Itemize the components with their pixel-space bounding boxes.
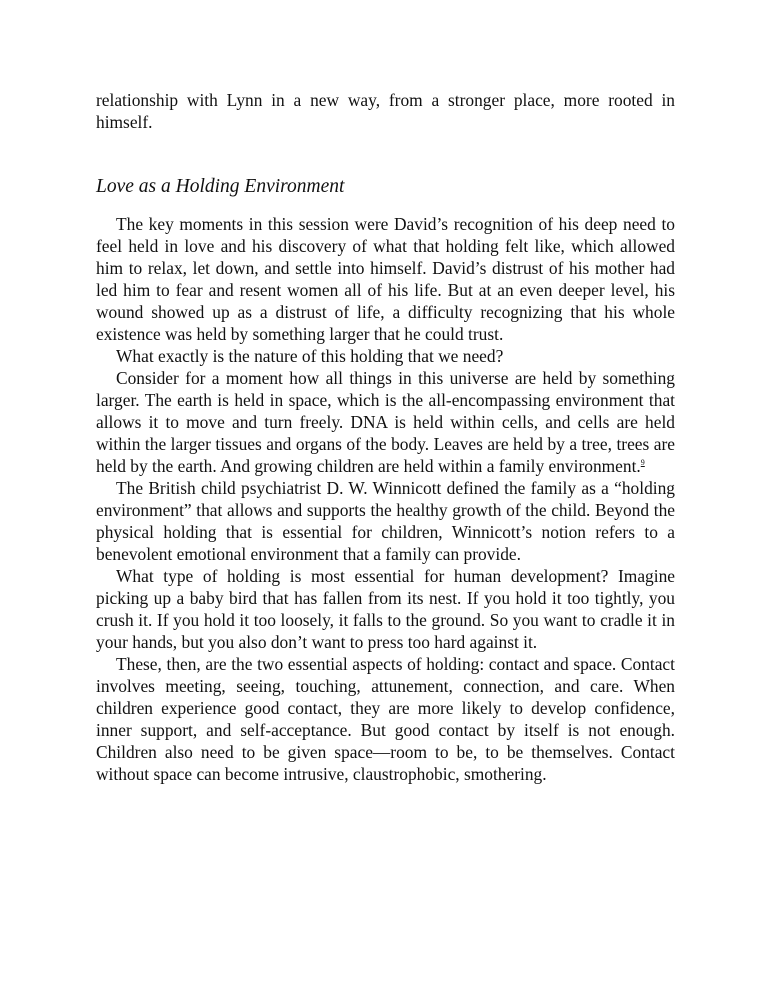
body-paragraph-2: What exactly is the nature of this holding that we need?	[116, 346, 504, 366]
book-page	[96, 89, 675, 785]
body-paragraph-5: What type of holding is most essential for human development? Imagine picking up a baby bird that has fallen from its nest. If you hold it too tightly, you crush it. If you hold it too loosely, it falls to the ground. So you want to cradle it in your hands, but you also don’t want to press too hard against it.	[96, 566, 675, 652]
body-paragraph-3-text: Consider for a moment how all things in this universe are held by something larger. The earth is held in space, which is the all-encompassing environment that allows it to move and turn freely. DNA is held within cells, and cells are held within the larger tissues and organs of the body. Leaves are held by a tree, trees are held by the earth. And growing children are held within a family environment.	[96, 368, 675, 476]
body-paragraph-4: The British child psychiatrist D. W. Winnicott defined the family as a “holding environment” that allows and supports the healthy growth of the child. Beyond the physical holding that is essential for children, Winnicott’s notion refers to a benevolent emotional environment that a family can provide.	[96, 478, 675, 564]
body-paragraph-1: The key moments in this session were David’s recognition of his deep need to feel held in love and his discovery of what that holding felt like, which allowed him to relax, let down, and settle into himself. David’s distrust of his mother had led him to fear and resent women all of his life. But at an even deeper level, his wound showed up as a distrust of life, a difficulty recognizing that his whole existence was held by something larger that he could trust.	[96, 214, 675, 344]
body-paragraph-3	[96, 367, 675, 477]
footnote-link[interactable]: 9	[640, 458, 645, 468]
body-paragraph-6: These, then, are the two essential aspects of holding: contact and space. Contact involves meeting, seeing, touching, attunement, connection, and care. When children experience good contact, they are more likely to develop confidence, inner support, and self-acceptance. But good contact by itself is not enough. Children also need to be given space—room to be, to be themselves. Contact without space can become intrusive, claustrophobic, smothering.	[96, 654, 675, 784]
section-heading: Love as a Holding Environment	[96, 176, 345, 197]
continued-paragraph: relationship with Lynn in a new way, from a stronger place, more rooted in himself.	[96, 90, 675, 132]
